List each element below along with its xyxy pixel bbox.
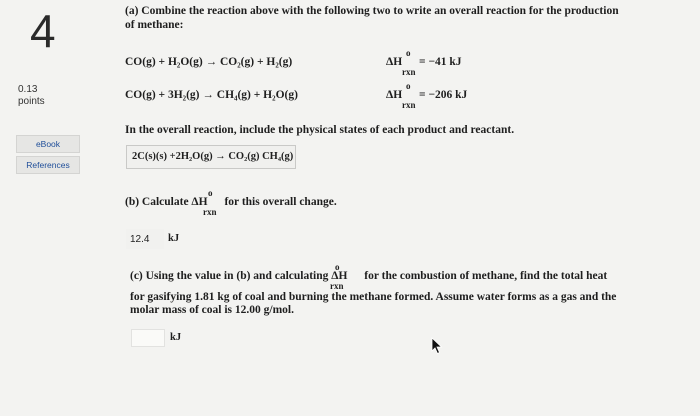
part-b-prompt: [125, 188, 337, 217]
part-b-prompt-start: (b) Calculate ΔH: [125, 196, 208, 208]
overall-reaction-answer-field[interactable]: 2C(s)(s) +2H₂O(g) → CO₂(g) CH₄(g): [126, 145, 296, 169]
part-c-prompt-end: for the combustion of methane, find the total heat: [364, 270, 608, 282]
delta-h-symbol: ΔH: [386, 56, 403, 68]
part-c-prompt-start: (c) Using the value in (b) and calculating ΔH: [130, 270, 348, 282]
delta-h-subscript: rxn: [330, 281, 344, 291]
part-b-prompt-end: for this overall change.: [224, 196, 337, 208]
delta-h-superscript: o: [406, 81, 411, 91]
delta-h-subscript: rxn: [402, 67, 416, 77]
delta-h-subscript: rxn: [203, 207, 217, 217]
points-label: points: [18, 96, 45, 107]
delta-h-superscript: o: [335, 262, 340, 272]
part-b-answer-input[interactable]: [126, 229, 164, 249]
part-c-line3: molar mass of coal is 12.00 g/mol.: [130, 304, 294, 316]
reaction-2: CO(g) + 3H₂(g) → CH₄(g) + H₂O(g): [125, 89, 298, 101]
part-b-unit: kJ: [168, 233, 180, 244]
delta-h-subscript: rxn: [402, 100, 416, 110]
delta-h-superscript: o: [208, 188, 213, 198]
mouse-pointer-icon: [431, 337, 443, 355]
reaction-1: CO(g) + H₂O(g) → CO₂(g) + H₂(g): [125, 56, 293, 68]
reaction-2-enthalpy: [386, 81, 468, 110]
part-a-prompt-line2: of methane:: [125, 19, 184, 31]
delta-h-superscript: o: [406, 48, 411, 58]
points-value: 0.13: [18, 84, 38, 95]
ebook-button[interactable]: eBook: [16, 135, 80, 153]
part-c-prompt: [130, 262, 608, 291]
part-c-unit: kJ: [170, 332, 182, 343]
reaction-1-enthalpy: [386, 48, 462, 77]
part-a-prompt: (a) Combine the reaction above with the following two to write an overall reaction for the production: [125, 5, 619, 17]
delta-h-symbol: ΔH: [386, 89, 403, 101]
part-c-line2: for gasifying 1.81 kg of coal and burning the methane formed. Assume water forms as a gas and the: [130, 291, 617, 303]
part-c-answer-input[interactable]: [131, 329, 165, 347]
reaction-2-dh-value: = −206 kJ: [419, 89, 468, 101]
reaction-1-dh-value: = −41 kJ: [419, 56, 462, 68]
points-display: [18, 84, 45, 108]
references-button[interactable]: References: [16, 156, 80, 174]
question-number: 4: [30, 5, 56, 57]
part-a-instruction: In the overall reaction, include the physical states of each product and reactant.: [125, 124, 515, 136]
